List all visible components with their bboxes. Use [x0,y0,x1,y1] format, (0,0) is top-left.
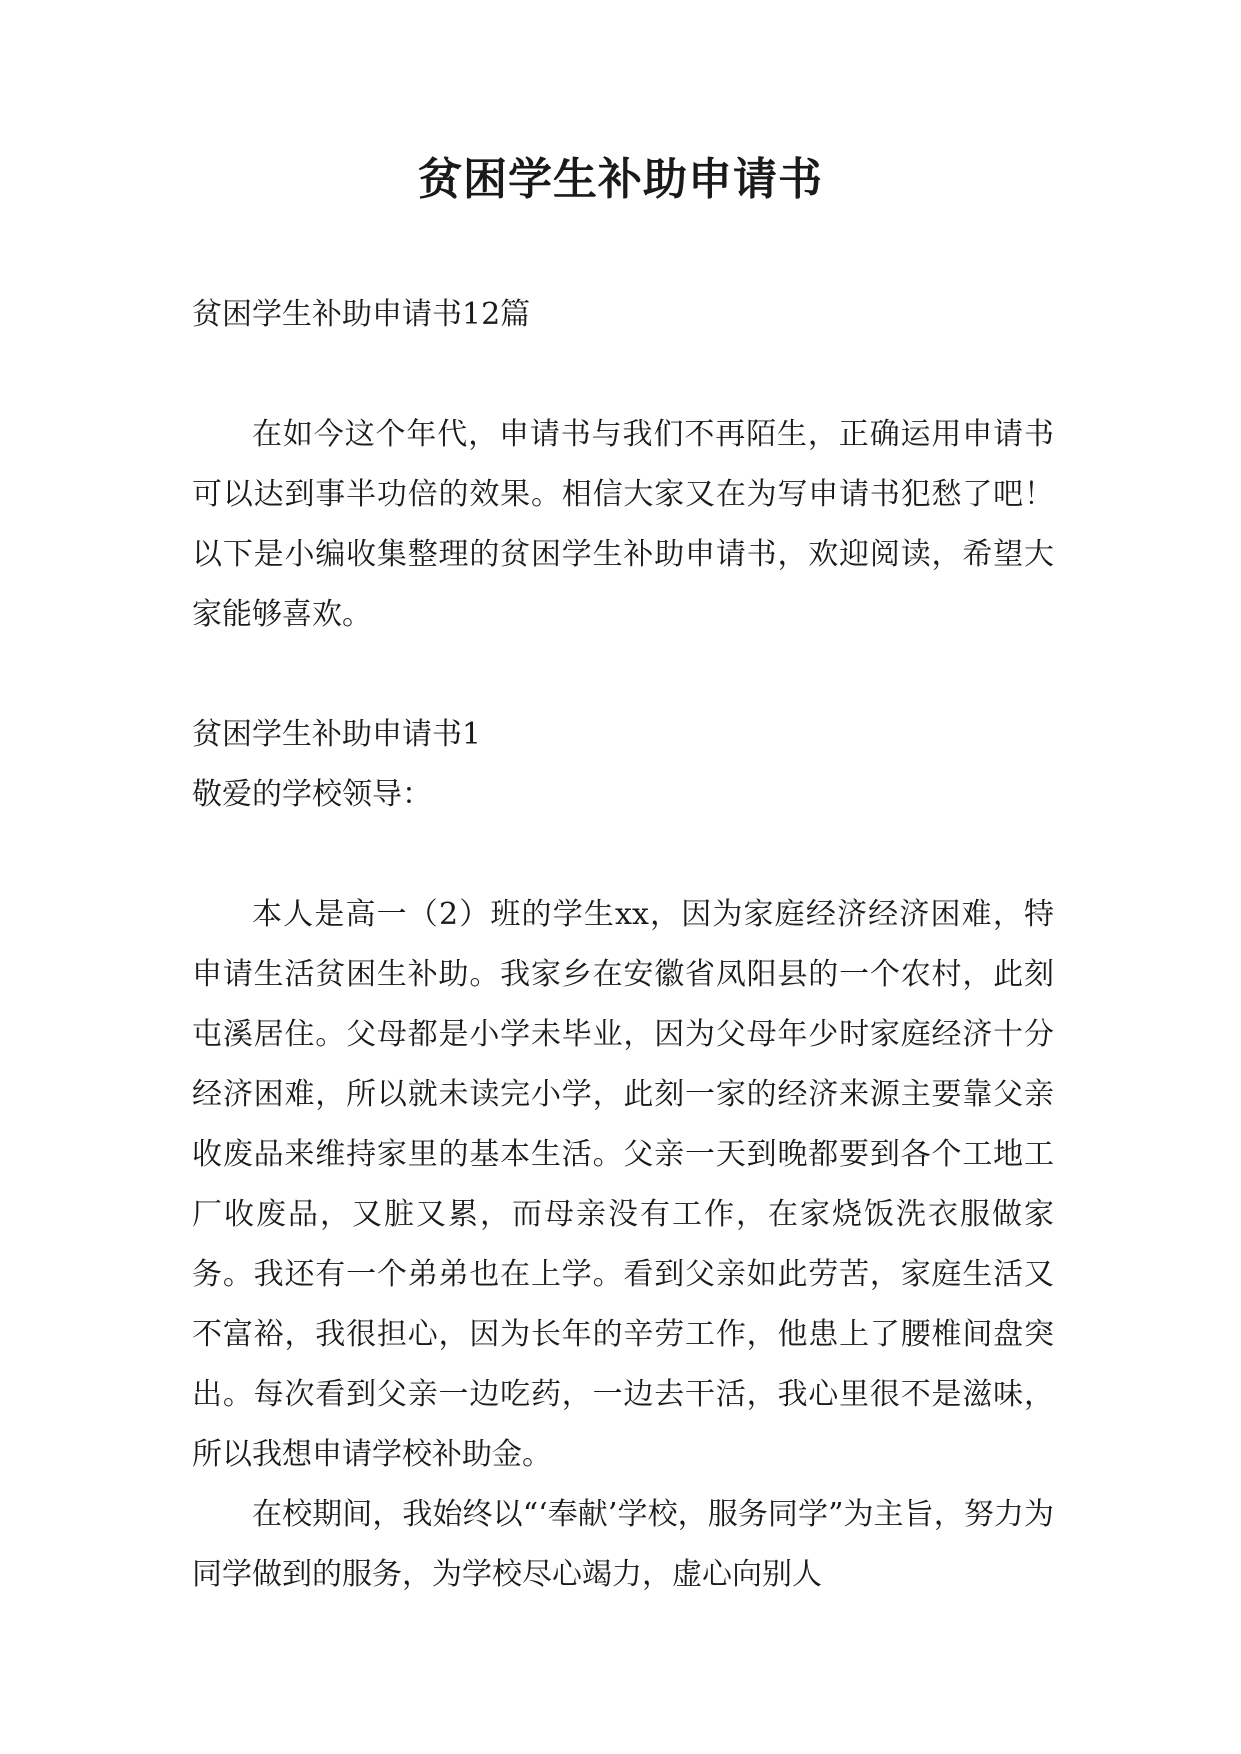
intro-paragraph: 在如今这个年代，申请书与我们不再陌生，正确运用申请书可以达到事半功倍的效果。相信大家又在为写申请书犯愁了吧！以下是小编收集整理的贫困学生补助申请书，欢迎阅读，希望大家能够喜欢。 [192,417,1054,632]
document-title: 贫困学生补助申请书 [418,154,823,205]
spacer [192,345,1054,405]
document-body [192,285,1054,1605]
spacer [192,825,1054,885]
section-heading: 贫困学生补助申请书1 [192,717,482,752]
body-paragraph: 在校期间，我始终以“‘奉献’学校，服务同学”为主旨，努力为同学做到的服务，为学校尽心竭力，虚心向别人 [192,1497,1054,1592]
spacer [192,645,1054,705]
document-subtitle: 贫困学生补助申请书12篇 [192,297,531,332]
body-paragraph: 本人是高一（2）班的学生xx，因为家庭经济经济困难，特申请生活贫困生补助。我家乡在安徽省凤阳县的一个农村，此刻屯溪居住。父母都是小学未毕业，因为父母年少时家庭经济十分经济困难，所以就未读完小学，此刻一家的经济来源主要靠父亲收废品来维持家里的基本生活。父亲一天到晚都要到各个工地工厂收废品，又脏又累，而母亲没有工作，在家烧饭洗衣服做家务。我还有一个弟弟也在上学。看到父亲如此劳苦，家庭生活又不富裕，我很担心，因为长年的辛劳工作，他患上了腰椎间盘突出。每次看到父亲一边吃药，一边去干活，我心里很不是滋味，所以我想申请学校补助金。 [192,897,1054,1472]
salutation: 敬爱的学校领导： [192,777,432,812]
